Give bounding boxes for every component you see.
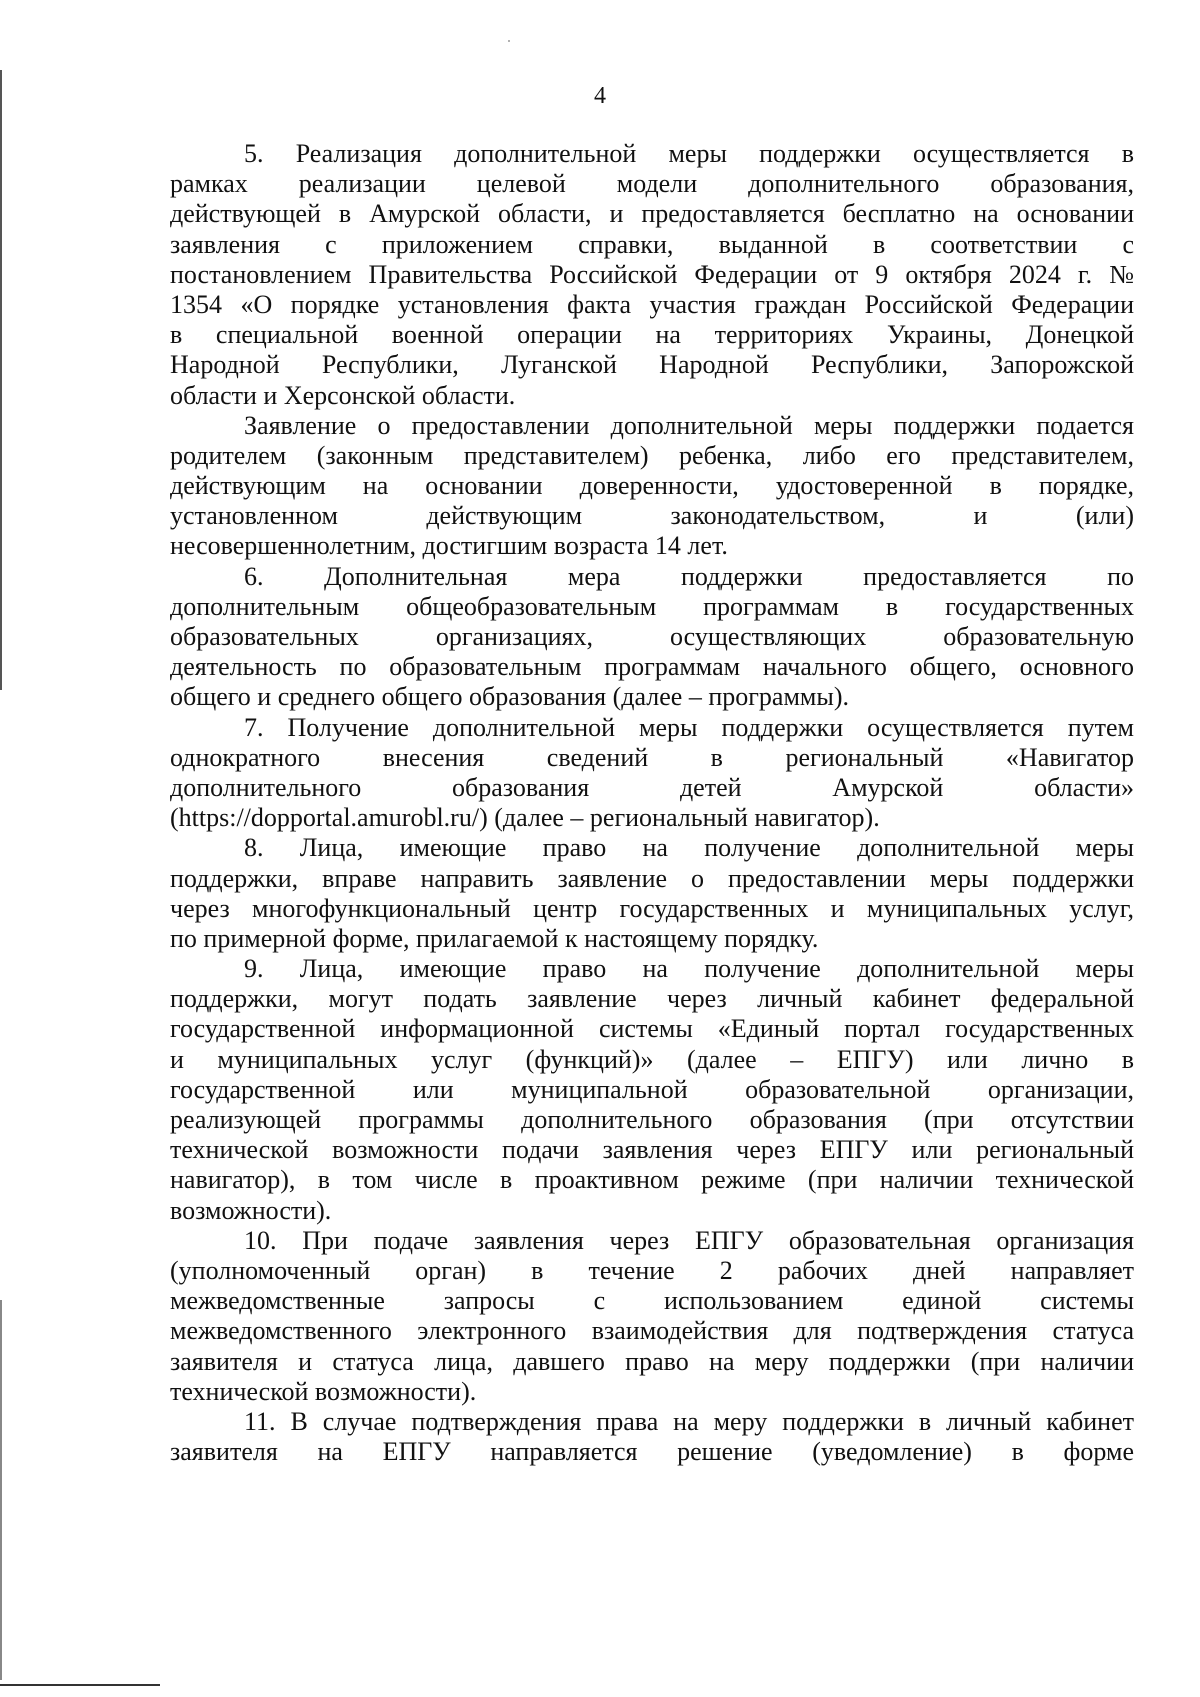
text-line: родителем (законным представителем) ребенка, либо его представителем, — [170, 440, 1134, 470]
text-line: и муниципальных услуг (функций)» (далее – ЕПГУ) или лично в — [170, 1044, 1134, 1074]
text-line: деятельность по образовательным программам начального общего, основного — [170, 652, 1134, 682]
text-line: 5. Реализация дополнительной меры поддержки осуществляется в — [244, 139, 1134, 168]
scan-edge-bottom — [0, 1300, 2, 1680]
text-line: (https://dopportal.amurobl.ru/) (далее – региональный навигатор). — [170, 803, 880, 833]
text-line: установленном действующим законодательством, и (или) — [170, 501, 1134, 531]
text-line: возможности). — [170, 1195, 332, 1225]
text-line: несовершеннолетним, достигшим возраста 14 лет. — [170, 531, 728, 561]
text-line: области и Херсонской области. — [170, 380, 516, 410]
text-line: государственной информационной системы «Единый портал государственных — [170, 1014, 1134, 1044]
text-line: заявителя и статуса лица, давшего право на меру поддержки (при наличии — [170, 1346, 1134, 1376]
text-line: дополнительным общеобразовательным программам в государственных — [170, 591, 1134, 621]
text-line: навигатор), в том числе в проактивном режиме (при наличии технической — [170, 1165, 1134, 1195]
text-line: постановлением Правительства Российской Федерации от 9 октября 2024 г. № — [170, 259, 1134, 289]
document-body — [170, 139, 1134, 1467]
text-line: государственной или муниципальной образовательной организации, — [170, 1074, 1134, 1104]
text-line: 6. Дополнительная мера поддержки предоставляется по — [244, 561, 1134, 591]
text-line: заявления с приложением справки, выданной в соответствии с — [170, 229, 1134, 259]
text-line: по примерной форме, прилагаемой к настоящему порядку. — [170, 923, 819, 953]
text-line: Заявление о предоставлении дополнительной меры поддержки подается — [244, 410, 1134, 440]
text-line: через многофункциональный центр государственных и муниципальных услуг, — [170, 893, 1134, 923]
text-line: реализующей программы дополнительного образования (при отсутствии — [170, 1105, 1134, 1134]
text-line: межведомственные запросы с использованием единой системы — [170, 1286, 1134, 1316]
text-line: технической возможности). — [170, 1376, 477, 1406]
page-number: 4 — [594, 83, 606, 109]
text-line: дополнительного образования детей Амурской области» — [170, 772, 1134, 802]
text-line: межведомственного электронного взаимодействия для подтверждения статуса — [170, 1316, 1134, 1346]
text-line: образовательных организациях, осуществляющих образовательную — [170, 622, 1134, 651]
text-line: в специальной военной операции на территориях Украины, Донецкой — [170, 320, 1134, 350]
text-line: технической возможности подачи заявления через ЕПГУ или региональный — [170, 1135, 1134, 1165]
scan-speck — [508, 40, 510, 42]
text-line: (уполномоченный орган) в течение 2 рабочих дней направляет — [170, 1255, 1134, 1285]
text-line: действующим на основании доверенности, удостоверенной в порядке, — [170, 471, 1134, 501]
text-line: поддержки, могут подать заявление через личный кабинет федеральной — [170, 984, 1134, 1014]
text-line: рамках реализации целевой модели дополнительного образования, — [170, 169, 1134, 199]
text-line: 10. При подаче заявления через ЕПГУ образовательная организация — [244, 1225, 1134, 1255]
text-line: 9. Лица, имеющие право на получение дополнительной меры — [244, 954, 1134, 984]
text-line: общего и среднего общего образования (далее – программы). — [170, 682, 849, 712]
text-line: однократного внесения сведений в региональный «Навигатор — [170, 742, 1134, 772]
text-line: Народной Республики, Луганской Народной Республики, Запорожской — [170, 350, 1134, 380]
text-line: 7. Получение дополнительной меры поддержки осуществляется путем — [244, 712, 1134, 742]
scan-corner-mark — [0, 1684, 160, 1686]
text-line: 8. Лица, имеющие право на получение дополнительной меры — [244, 833, 1134, 863]
scan-edge-top — [0, 70, 2, 690]
text-line: действующей в Амурской области, и предоставляется бесплатно на основании — [170, 199, 1134, 229]
text-line: поддержки, вправе направить заявление о предоставлении меры поддержки — [170, 863, 1134, 893]
text-line: 11. В случае подтверждения права на меру поддержки в личный кабинет — [244, 1406, 1134, 1436]
text-line: заявителя на ЕПГУ направляется решение (уведомление) в форме — [170, 1437, 1134, 1467]
text-line: 1354 «О порядке установления факта участия граждан Российской Федерации — [170, 289, 1134, 319]
